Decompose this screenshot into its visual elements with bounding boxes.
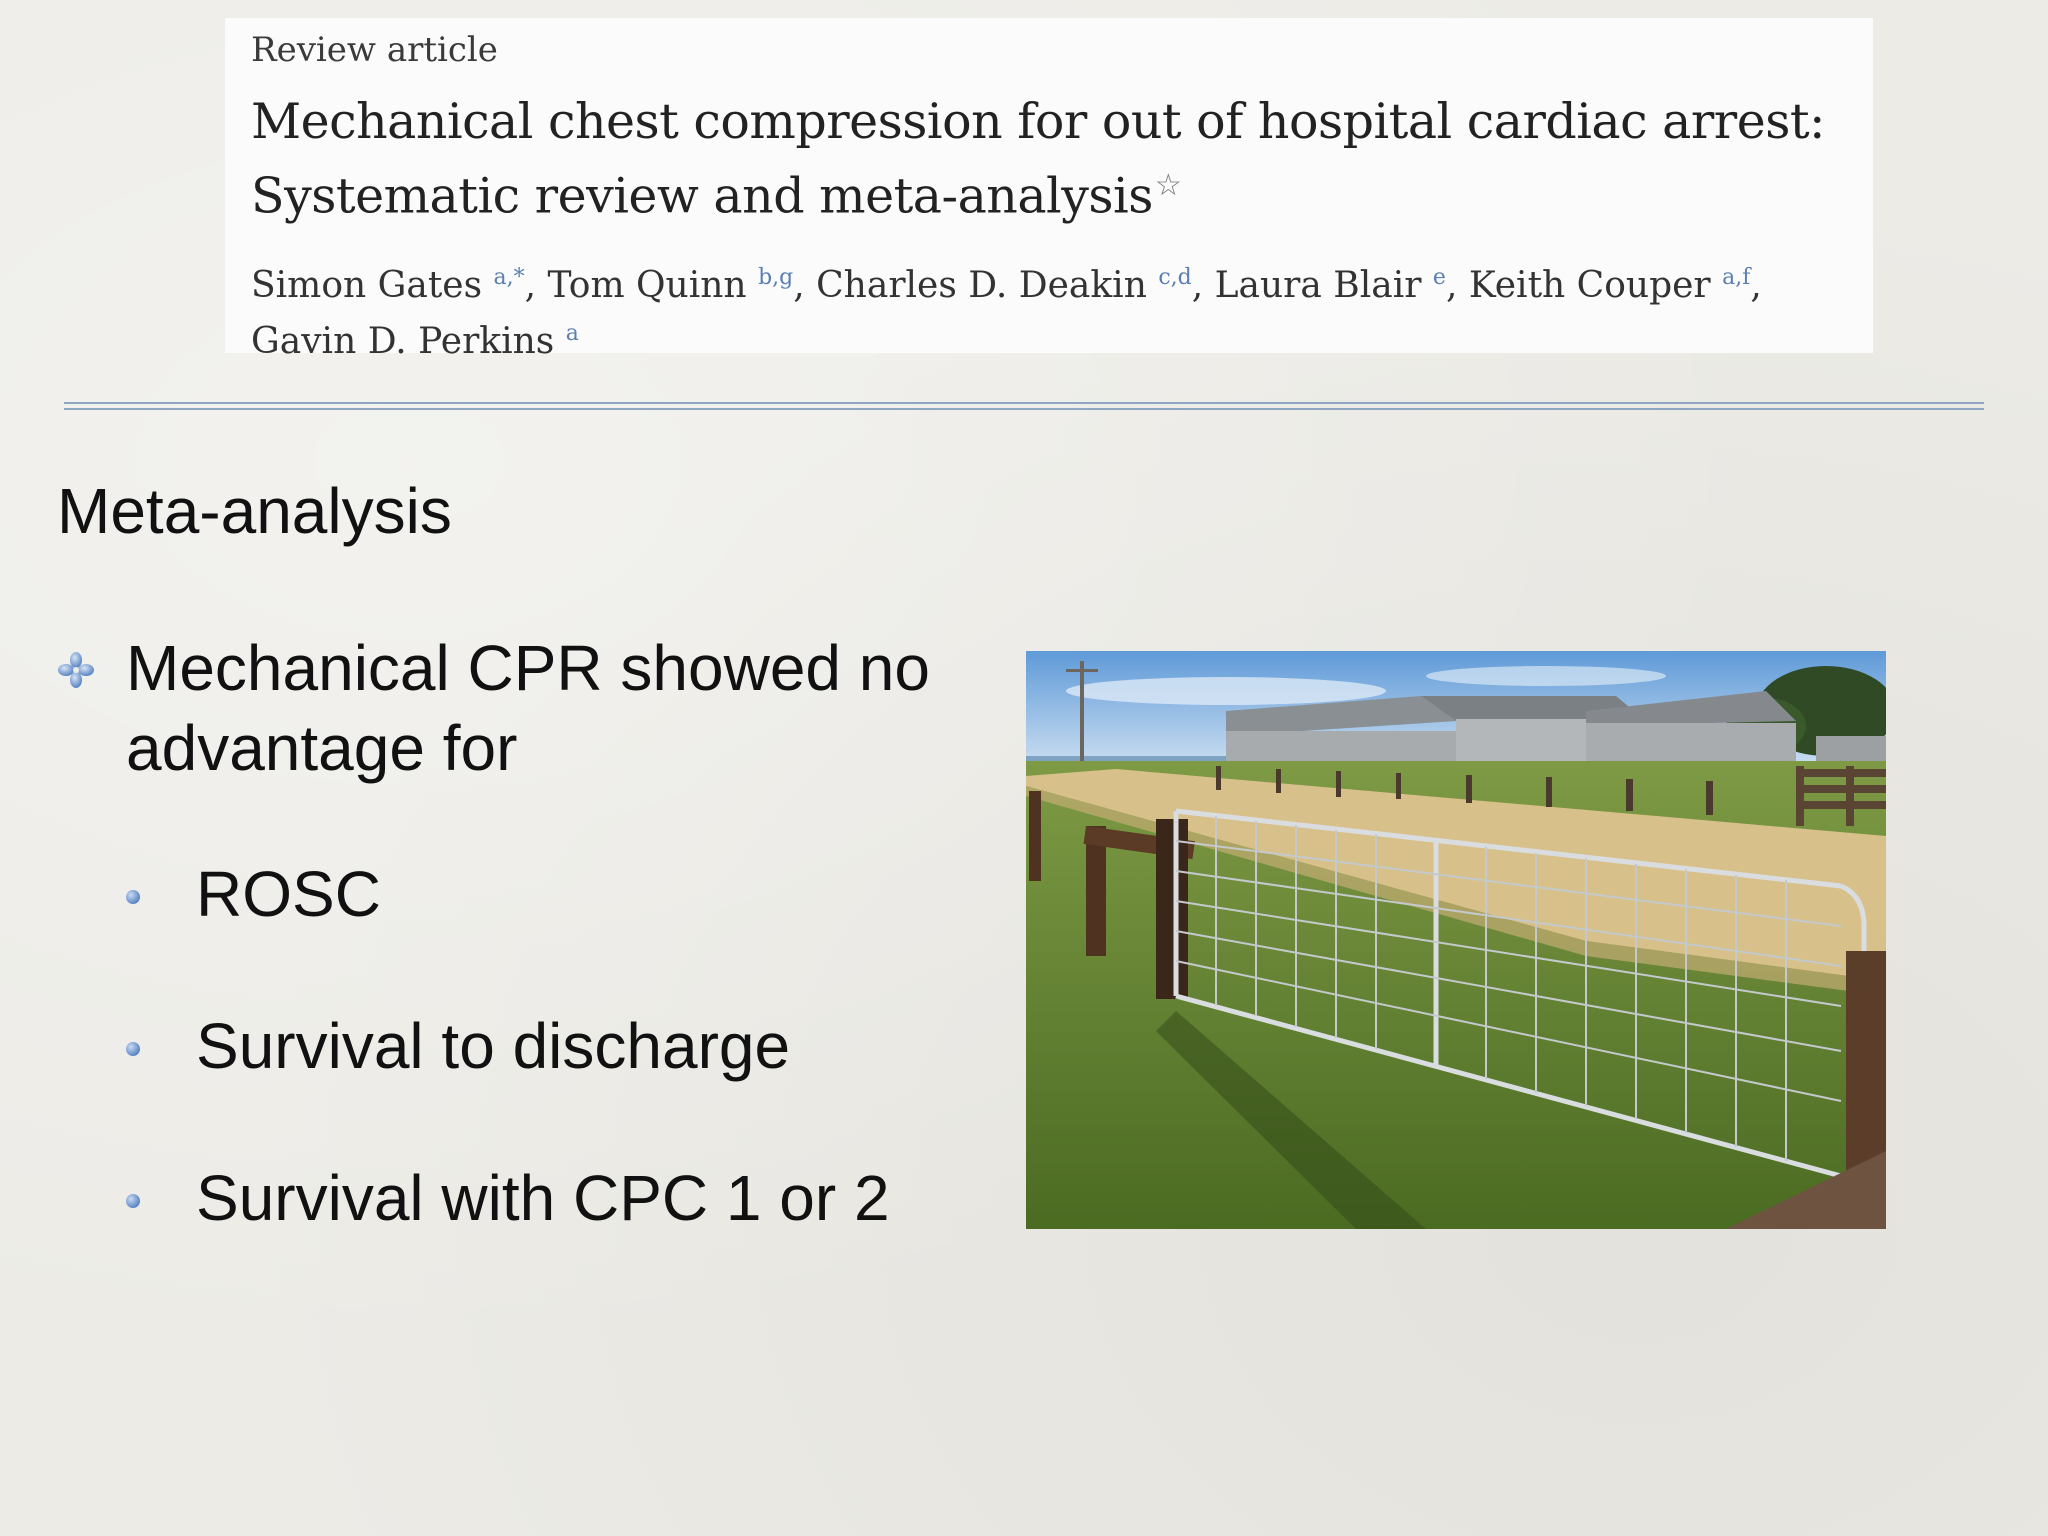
author-3: Charles D. Deakin $^{c,d}$, [816, 265, 1215, 307]
sub-bullet-text: Survival to discharge [196, 1010, 791, 1082]
article-type: Review article [251, 30, 498, 70]
main-bullet-line-2: advantage for [126, 712, 518, 784]
four-petal-cross-icon [58, 652, 94, 688]
farm-gate-photo-illustration [1026, 651, 1886, 1229]
farm-gate-photo [1026, 651, 1886, 1229]
author-4: Laura Blair $^e$, [1214, 265, 1469, 307]
slide-heading: Meta-analysis [57, 475, 452, 547]
author-2: Tom Quinn $^{b,g}$, [547, 265, 817, 307]
star-footnote-icon: ☆ [1154, 168, 1182, 203]
article-authors [251, 254, 1847, 366]
section-divider [64, 402, 1984, 410]
sub-bullet-text: Survival with CPC 1 or 2 [196, 1162, 890, 1234]
author-5: Keith Couper $^{a,f}$, [1468, 265, 1762, 307]
sub-bullet-text: ROSC [196, 858, 381, 930]
main-bullet-line-1: Mechanical CPR showed no [126, 632, 930, 704]
main-bullet-text [126, 628, 1006, 788]
article-title [251, 90, 1847, 228]
blue-dot-icon [126, 1042, 140, 1056]
article-title-line-2-text: Systematic review and meta-analysis [251, 167, 1153, 225]
article-citation-image [225, 18, 1873, 363]
blue-dot-icon [126, 1194, 140, 1208]
article-title-line-1: Mechanical chest compression for out of hospital cardiac arrest: [251, 93, 1826, 150]
author-1: Simon Gates $^{a,*}$, [251, 265, 548, 307]
blue-dot-icon [126, 890, 140, 904]
author-6: Gavin D. Perkins $^a$ [251, 321, 579, 363]
article-title-line-2 [251, 154, 1847, 228]
